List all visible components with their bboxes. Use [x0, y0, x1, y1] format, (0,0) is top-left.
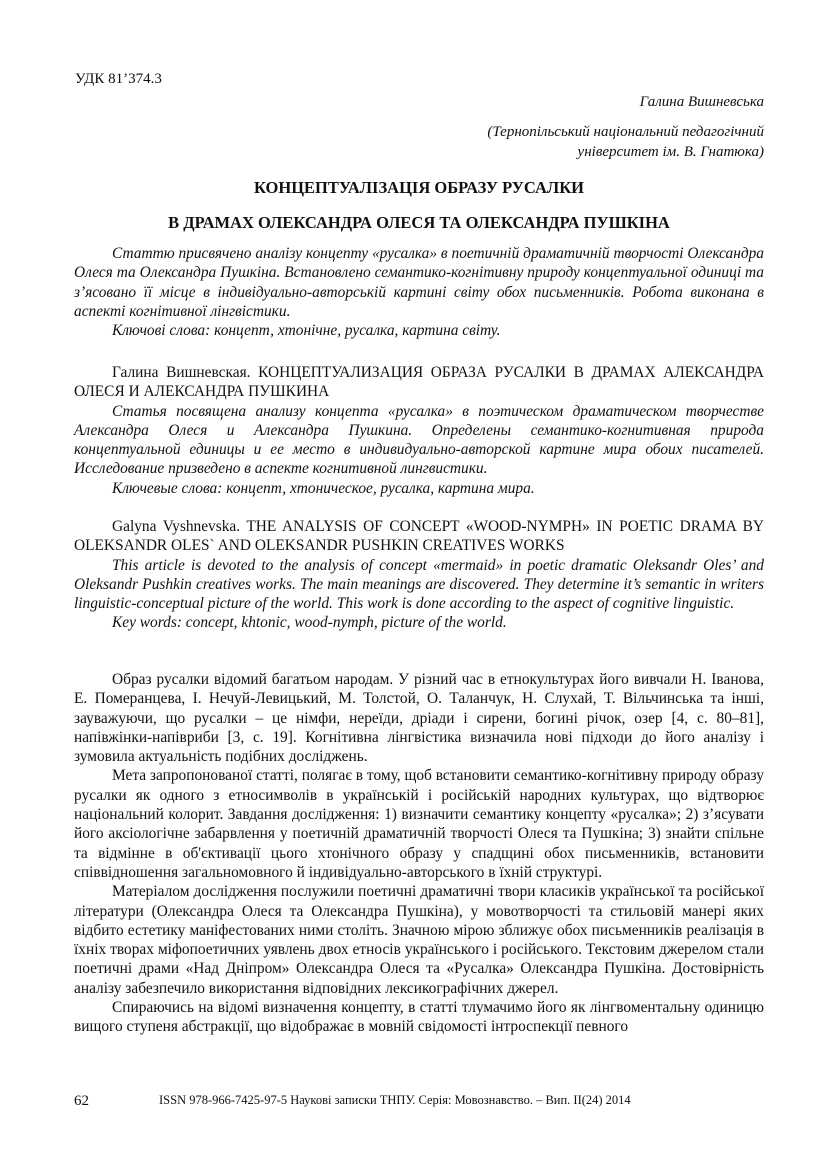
journal-reference: ISSN 978-966-7425-97-5 Наукові записки ТНПУ. Серія: Мовознавство. – Вип. ІІ(24) 2014	[159, 1093, 631, 1107]
keywords: Ключові слова: концепт, хтонічне, русалка, картина світу.	[112, 322, 501, 340]
affiliation-line: (Тернопільський національний педагогічний	[487, 124, 764, 140]
article-title-line-2: В ДРАМАХ ОЛЕКСАНДРА ОЛЕСЯ ТА ОЛЕКСАНДРА ПУШКІНА	[168, 213, 670, 232]
affiliation-line: університет ім. В. Гнатюка)	[577, 144, 764, 160]
body-paragraph: Матеріалом дослідження послужили поетичні драматичні твори класиків української та російської літератури (Олександра Олеся та Олександра Пушкіна), у мовотворчості та стильовій манері яких відбито естетику маніфестованих ними століть. Значною мірою зближує обох письменників реалізація в їхніх творах міфопоетичних уявлень двох етносів українського і російського. Текстовим джерелом стали поетичні драми «Над Дніпром» Олександра Олеся та «Русалка» Олександра Пушкіна. Достовірність аналізу забезпечило використання відповідних лексикографічних джерел.	[74, 883, 764, 997]
body-paragraph: Спираючись на відомі визначення концепту, в статті тлумачимо його як лінгвоментальну одиницю вищого ступеня абстракції, що відображає в мовній свідомості інтроспекції певного	[74, 999, 764, 1036]
author-name: Галина Вишневська	[639, 94, 764, 110]
abstract-text: This article is devoted to the analysis of concept «mermaid» in poetic dramatic Oleksandr Oles’ and Oleksandr Pushkin creatives works. The main meanings are discovered. They determine it’s semantic in writers linguistic-conceptual picture of the world. This work is done according to the aspect of cognitive linguistic.	[74, 556, 764, 613]
udk-code: УДК 81’374.3	[75, 71, 162, 87]
keywords: Ключевые слова: концепт, хтоническое, русалка, картина мира.	[112, 479, 535, 497]
article-body	[74, 670, 764, 1037]
author-affiliation	[487, 122, 764, 162]
abstract-russian	[74, 363, 764, 498]
abstract-text: Статья посвящена анализу концепта «русалка» в поэтическом драматическом творчестве Александра Олеся и Александра Пушкина. Определены семантико-когнитивная природа концептуальной единицы и ее место в индивидуально-авторской картине мира обоих писателей. Исследование призведено в аспекте когнитивной лингвистики.	[74, 402, 764, 478]
page-number: 62	[74, 1093, 89, 1109]
body-paragraph: Образ русалки відомий багатьом народам. У різний час в етнокультурах його вивчали Н. Іванова, Е. Померанцева, І. Нечуй-Левицький, М. Толстой, О. Таланчук, Н. Слухай, Т. Вільчинська та інші, зауважуючи, що русалки – це німфи, нереїди, дріади і сирени, богині річок, озер [4, с. 80–81], напівжінки-напівриби [3, с. 19]. Когнітивна лінгвістика визначила нові підходи до його аналізу і зумовила актуальність подібних досліджень.	[74, 671, 764, 766]
abstract-english	[74, 517, 764, 633]
body-paragraph: Мета запропонованої статті, полягає в тому, щоб встановити семантико-когнітивну природу образу русалки як одного з етносимволів в українській і російській народних культурах, що відтворює національний колорит. Завдання дослідження: 1) визначити семантику концепту «русалка»; 2) з’ясувати його аксіологічне забарвлення у поетичній драматичній творчості Олеся та Пушкіна; 3) знайти спільне та відмінне в об'єктивації цього хтонічного образу у спадщині обох письменників, встановити співвідношення загальномовного й індивідуально-авторського в їхній структурі.	[74, 767, 764, 881]
article-title-line-1: КОНЦЕПТУАЛІЗАЦІЯ ОБРАЗУ РУСАЛКИ	[253, 178, 585, 197]
abstract-text: Статтю присвячено аналізу концепту «русалка» в поетичній драматичній творчості Олександра Олеся та Олександра Пушкіна. Встановлено семантико-когнітивну природу концептуальної одиниці та з’ясовано її місце в індивідуально-авторській картині світу обох письменників. Робота виконана в аспекті когнітивної лінгвістики.	[74, 245, 764, 320]
abstract-heading: Галина Вишневская. КОНЦЕПТУАЛИЗАЦИЯ ОБРАЗА РУСАЛКИ В ДРАМАХ АЛЕКСАНДРА ОЛЕСЯ И АЛЕКСАНДРА ПУШКИНА	[74, 364, 764, 401]
abstract-ukrainian	[74, 244, 764, 340]
abstract-heading: Galyna Vyshnevska. THE ANALYSIS OF CONCEPT «WOOD-NYMPH» IN POETIC DRAMA BY OLEKSANDR OLES` AND OLEKSANDR PUSHKIN CREATIVES WORKS	[74, 518, 764, 555]
keywords: Key words: concept, khtonic, wood-nymph, picture of the world.	[112, 614, 507, 632]
